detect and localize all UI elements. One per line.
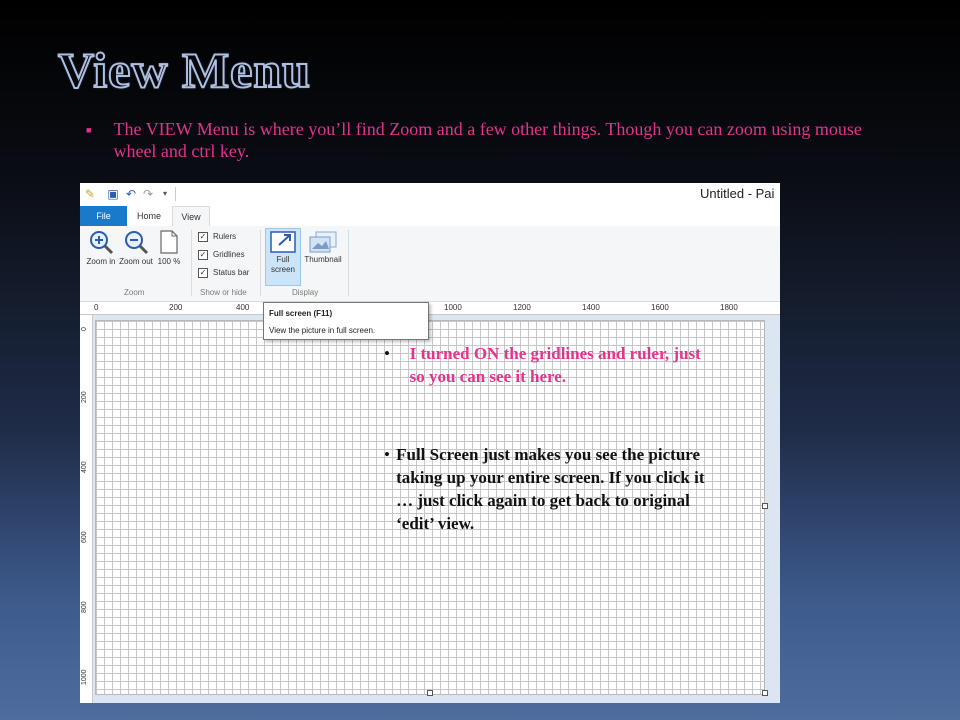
resize-handle[interactable] [762,503,768,509]
status-bar-checkbox[interactable]: ✓ Status bar [199,267,250,277]
resize-handle[interactable] [427,690,433,696]
rulers-checkbox[interactable]: ✓ Rulers [199,231,237,241]
paint-app-icon: ✎ [84,187,96,201]
ribbon-separator [260,230,261,296]
checkmark-icon: ✓ [199,267,207,277]
zoom-group-label: Zoom [124,288,145,297]
note-gridlines-text: I turned ON the gridlines and ruler, just so you can see it here. [409,344,701,386]
thumbnail-label: Thumbnail [304,255,342,264]
bullet-dot-icon: • [384,344,390,363]
ruler-tick-label: 400 [236,303,250,312]
horizontal-ruler [80,302,780,315]
thumbnail-icon [309,231,337,253]
ruler-tick-label: 1800 [720,303,738,312]
square-bullet-icon: ■ [86,125,92,135]
gridlines-checkbox[interactable]: ✓ Gridlines [199,249,245,259]
zoom-in-button[interactable] [84,229,118,267]
ruler-tick-label: 0 [81,327,88,331]
full-screen-icon [270,231,296,253]
note-full-screen [384,443,714,535]
actual-size-icon [158,229,180,255]
ruler-tick-label: 1000 [444,303,462,312]
ruler-tick-label: 1600 [651,303,669,312]
bullet-dot-icon: • [384,445,390,464]
resize-handle[interactable] [762,690,768,696]
ruler-tick-label: 600 [81,531,88,543]
ruler-tick-label: 1200 [513,303,531,312]
ruler-tick-label: 1000 [81,669,88,685]
paint-title-bar [80,183,780,206]
display-group-label: Display [292,288,319,297]
customize-toolbar-icon[interactable]: ▾ [162,189,167,198]
checkmark-icon: ✓ [199,249,207,259]
window-title: Untitled - Pai [700,186,775,201]
ruler-tick-label: 200 [81,391,88,403]
intro-text: The VIEW Menu is where you’ll find Zoom and a few other things. Though you can zoom using mouse wheel and ctrl key. [113,119,862,161]
zoom-out-label: Zoom out [119,257,153,266]
ruler-tick-label: 400 [81,461,88,473]
intro-bullet [86,118,876,162]
full-screen-tooltip [263,302,429,340]
zoom-out-icon [123,229,149,255]
redo-icon[interactable]: ↷ [142,187,154,201]
slide-title: View Menu [58,42,311,98]
zoom-out-button[interactable] [119,229,153,267]
full-screen-button[interactable] [266,231,300,275]
ruler-tick-label: 800 [81,601,88,613]
ruler-tick-label: 0 [94,303,99,312]
note-gridlines [384,342,714,388]
tab-view[interactable]: View [172,206,210,228]
tooltip-title: Full screen (F11) [269,309,333,318]
ruler-tick-label: 1400 [582,303,600,312]
tooltip-description: View the picture in full screen. [269,326,376,335]
save-icon[interactable]: ▣ [107,187,119,201]
vertical-ruler [80,315,93,703]
zoom-100-button[interactable] [156,229,182,267]
zoom-in-icon [88,229,114,255]
tab-file[interactable]: File [80,206,127,226]
ribbon-separator [191,230,192,296]
full-screen-label: Full screen [270,255,295,274]
thumbnail-button[interactable] [303,231,343,265]
note-full-screen-text: Full Screen just makes you see the picture taking up your entire screen. If you click it … just click again to get back to original ‘edit’ view. [396,445,705,533]
checkmark-icon: ✓ [199,231,207,241]
ribbon-separator [348,230,349,296]
tab-home[interactable]: Home [136,211,161,221]
ribbon-view [80,226,780,302]
zoom-100-label: 100 % [157,257,181,266]
undo-icon[interactable]: ↶ [125,187,137,201]
show-hide-group-label: Show or hide [200,288,247,297]
ribbon-tabs [80,206,780,227]
ruler-tick-label: 200 [169,303,183,312]
zoom-in-label: Zoom in [86,257,116,266]
